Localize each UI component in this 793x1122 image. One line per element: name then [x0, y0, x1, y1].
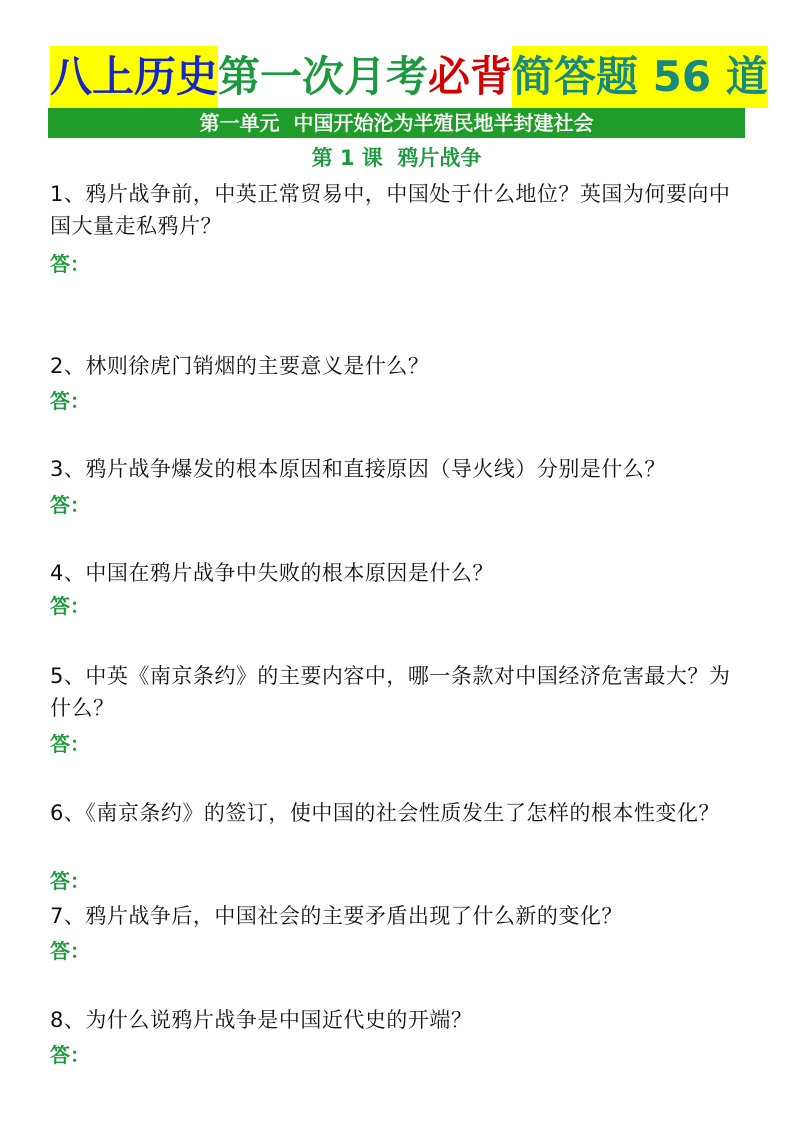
- unit-heading: 第一单元 中国开始沦为半殖民地半封建社会: [48, 108, 745, 138]
- question-5: 5、中英《南京条约》的主要内容中，哪一条款对中国经济危害最大？为什么？: [50, 664, 731, 720]
- question-7: 7、鸦片战争后，中国社会的主要矛盾出现了什么新的变化？: [50, 904, 623, 928]
- title-part-2: 第一次月考: [218, 52, 429, 101]
- title-part-4: 简答题 56 道: [512, 46, 768, 108]
- answer-label-4: 答：: [50, 594, 90, 618]
- question-2: 2、林则徐虎门销烟的主要意义是什么？: [50, 354, 430, 378]
- question-8: 8、为什么说鸦片战争是中国近代史的开端？: [50, 1008, 473, 1032]
- answer-label-8: 答：: [50, 1043, 90, 1067]
- answer-label-3: 答：: [50, 493, 90, 517]
- answer-label-1: 答：: [50, 252, 90, 276]
- answer-label-7: 答：: [50, 939, 90, 963]
- title-part-3: 必背: [428, 52, 513, 101]
- document-title: [50, 46, 768, 108]
- question-1: 1、鸦片战争前，中英正常贸易中，中国处于什么地位？英国为何要向中国大量走私鸦片？: [50, 182, 731, 238]
- title-part-1: 八上历史: [50, 46, 218, 108]
- lesson-heading: 第 1 课 鸦片战争: [311, 146, 482, 170]
- question-4: 4、中国在鸦片战争中失败的根本原因是什么？: [50, 561, 494, 585]
- question-6: 6、《南京条约》的签订，使中国的社会性质发生了怎样的根本性变化？: [50, 801, 720, 825]
- answer-label-2: 答：: [50, 389, 90, 413]
- answer-label-6: 答：: [50, 869, 90, 893]
- question-3: 3、鸦片战争爆发的根本原因和直接原因（导火线）分别是什么？: [50, 457, 666, 481]
- answer-label-5: 答：: [50, 732, 90, 756]
